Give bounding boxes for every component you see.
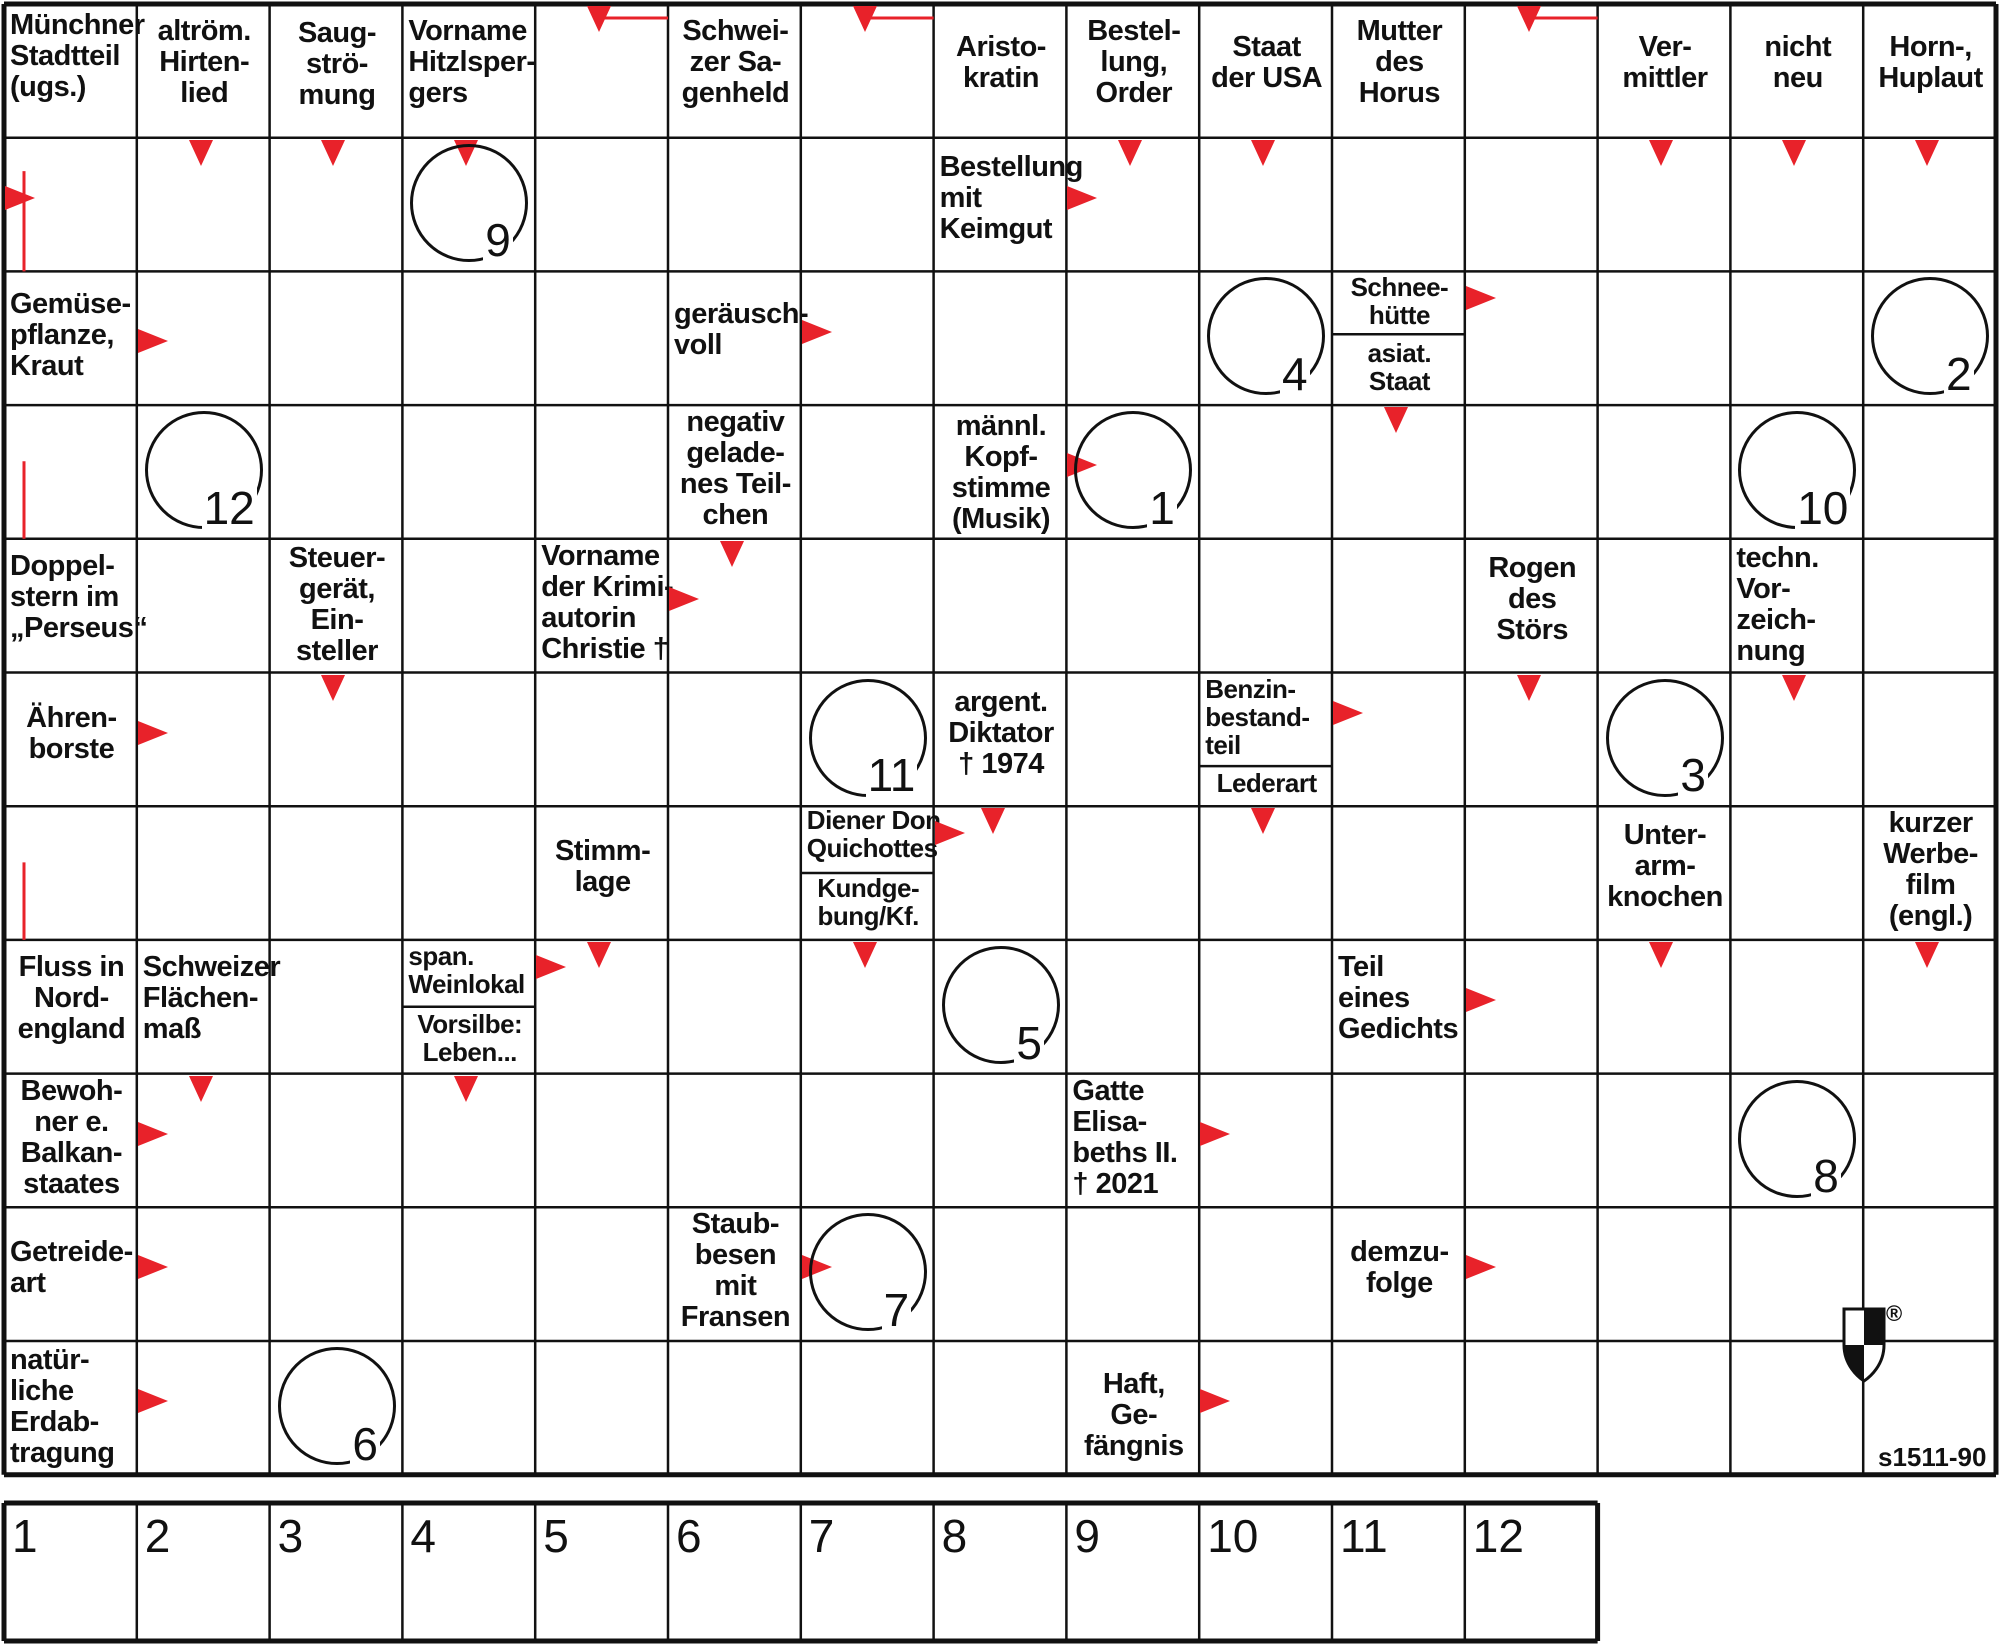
solution-slot-number: 5	[543, 1510, 569, 1562]
answer-cell[interactable]	[934, 1207, 1067, 1341]
clue-text: Stimm- lage	[554, 835, 651, 899]
answer-cell[interactable]	[1066, 940, 1199, 1074]
right-arrow-icon	[5, 186, 35, 210]
clue-text: nicht neu	[1764, 31, 1832, 94]
clue-text: altröm. Hirten- lied	[157, 15, 251, 109]
down-arrow-icon	[853, 942, 877, 968]
answer-cell[interactable]	[1332, 1074, 1465, 1208]
answer-cell[interactable]	[4, 806, 137, 940]
right-arrow-icon	[1200, 1122, 1230, 1146]
down-arrow-icon	[1384, 407, 1408, 433]
answer-cell[interactable]	[1066, 1207, 1199, 1341]
circle-number: 4	[1282, 348, 1308, 401]
answer-cell[interactable]	[934, 1341, 1067, 1475]
right-arrow-icon	[1067, 186, 1097, 210]
solution-slot-number: 8	[941, 1510, 968, 1562]
answer-cell[interactable]	[1066, 673, 1199, 807]
clue-text: argent. Diktator † 1974	[948, 685, 1054, 780]
down-arrow-icon	[321, 140, 345, 166]
circle-number: 7	[883, 1284, 910, 1336]
down-arrow-icon	[1915, 140, 1939, 166]
clue-text: Horn-, Huplaut	[1878, 31, 1983, 94]
circle-number: 1	[1149, 481, 1175, 534]
answer-cell[interactable]	[1598, 271, 1731, 405]
answer-cell[interactable]	[535, 138, 668, 272]
answer-cell[interactable]	[1465, 806, 1598, 940]
answer-cell[interactable]	[1863, 539, 1996, 673]
clue-text: demzu- folge	[1350, 1236, 1449, 1300]
right-arrow-icon	[1466, 988, 1496, 1012]
down-arrow-icon	[981, 808, 1005, 834]
right-arrow-icon	[1333, 701, 1363, 725]
answer-cell[interactable]	[1730, 940, 1863, 1074]
down-arrow-icon	[189, 1076, 213, 1102]
clue-text: Gatte Elisa- beths II. † 2021	[1072, 1074, 1178, 1200]
clue-text: negativ gelade- nes Teil- chen	[679, 406, 791, 532]
answer-cell[interactable]	[1332, 539, 1465, 673]
down-arrow-icon	[1251, 808, 1275, 834]
answer-cell[interactable]	[535, 1074, 668, 1208]
solution-slot-number: 12	[1472, 1510, 1524, 1562]
clue-text: natür- liche Erdab- tragung	[10, 1344, 115, 1469]
answer-cell[interactable]	[402, 539, 535, 673]
clue-text: techn. Vor- zeich- nung	[1736, 541, 1819, 667]
answer-cell[interactable]	[270, 271, 403, 405]
down-arrow-icon	[587, 942, 611, 968]
clue-text: Bestel- lung, Order	[1087, 15, 1181, 109]
circle-number: 8	[1813, 1150, 1839, 1203]
answer-cell[interactable]	[1730, 271, 1863, 405]
clue-text: Ver- mittler	[1622, 31, 1708, 94]
answer-cell[interactable]	[934, 271, 1067, 405]
circle-number: 12	[203, 481, 255, 534]
answer-cell[interactable]	[1066, 539, 1199, 673]
answer-cell[interactable]	[402, 405, 535, 539]
answer-cell[interactable]	[270, 1207, 403, 1341]
clue-text: Gemüse- pflanze, Kraut	[10, 288, 131, 383]
publisher-logo	[1840, 1301, 1910, 1385]
down-arrow-icon	[1251, 140, 1275, 166]
circle-number: 10	[1797, 481, 1849, 534]
answer-cell[interactable]	[402, 1207, 535, 1341]
down-arrow-icon	[1517, 6, 1541, 32]
answer-cell[interactable]	[1465, 405, 1598, 539]
answer-cell[interactable]	[535, 1341, 668, 1475]
answer-cell[interactable]	[535, 405, 668, 539]
answer-cell[interactable]	[402, 806, 535, 940]
answer-cell[interactable]	[668, 138, 801, 272]
clue-text: Münchner Stadtteil (ugs.)	[10, 9, 145, 103]
solution-slot-number: 11	[1340, 1510, 1388, 1562]
right-arrow-icon	[536, 955, 566, 979]
answer-cell[interactable]	[1598, 1341, 1731, 1475]
clue-text: Saug- strö- mung	[297, 17, 377, 111]
answer-cell[interactable]	[270, 940, 403, 1074]
down-arrow-icon	[1649, 140, 1673, 166]
down-arrow-icon	[853, 6, 877, 32]
right-arrow-icon	[1200, 1389, 1230, 1413]
right-arrow-icon	[1466, 1255, 1496, 1279]
right-arrow-icon	[138, 721, 168, 745]
solution-slot-number: 1	[12, 1510, 38, 1562]
right-arrow-icon	[669, 587, 699, 611]
down-arrow-icon	[1782, 675, 1806, 701]
answer-cell[interactable]	[801, 539, 934, 673]
answer-cell[interactable]	[402, 1341, 535, 1475]
down-arrow-icon	[321, 675, 345, 701]
right-arrow-icon	[138, 1255, 168, 1279]
down-arrow-icon	[454, 1076, 478, 1102]
answer-cell[interactable]	[1598, 1074, 1731, 1208]
answer-cell[interactable]	[1465, 138, 1598, 272]
answer-cell[interactable]	[1332, 806, 1465, 940]
answer-cell[interactable]	[1598, 1207, 1731, 1341]
down-arrow-icon	[720, 541, 744, 567]
right-arrow-icon	[138, 329, 168, 353]
clue-text: kurzer Werbe- film (engl.)	[1883, 807, 1978, 933]
down-arrow-icon	[1649, 942, 1673, 968]
clue-text: Lederart	[1216, 767, 1317, 798]
clue-text: Schnee- hütte	[1350, 272, 1449, 331]
answer-cell[interactable]	[668, 806, 801, 940]
answer-cell[interactable]	[1066, 806, 1199, 940]
answer-cell[interactable]	[4, 405, 137, 539]
answer-cell[interactable]	[270, 405, 403, 539]
answer-cell[interactable]	[137, 539, 270, 673]
right-arrow-icon	[935, 821, 965, 845]
solution-slot-number: 2	[144, 1510, 171, 1562]
clue-text: Rogen des Störs	[1488, 551, 1577, 646]
answer-cell[interactable]	[801, 138, 934, 272]
answer-cell[interactable]	[1598, 539, 1731, 673]
clue-text: Getreide- art	[10, 1236, 133, 1300]
solution-slot-number: 3	[277, 1510, 304, 1562]
clue-text: männl. Kopf- stimme (Musik)	[951, 410, 1051, 536]
answer-cell[interactable]	[668, 1074, 801, 1208]
answer-cell[interactable]	[137, 806, 270, 940]
registered-mark: ®	[1886, 1301, 1903, 1326]
circle-number: 3	[1680, 749, 1706, 802]
clue-text: Doppel- stern im „Perseus“	[10, 549, 148, 644]
clue-text: Vorname der Krimi- autorin Christie †	[541, 539, 674, 665]
down-arrow-icon	[587, 6, 611, 32]
right-arrow-icon	[138, 1122, 168, 1146]
clue-text: Mutter des Horus	[1356, 15, 1443, 109]
clue-text: Fluss in Nord- england	[17, 950, 126, 1045]
right-arrow-icon	[802, 320, 832, 344]
answer-cell[interactable]	[1332, 138, 1465, 272]
clue-text: Schweizer Flächen- maß	[142, 950, 281, 1045]
clue-text: Unter- arm- knochen	[1607, 819, 1723, 914]
clue-text: Aristo- kratin	[956, 31, 1046, 94]
right-arrow-icon	[1466, 286, 1496, 310]
clue-text: Kundge- bung/Kf.	[817, 873, 920, 932]
down-arrow-icon	[1517, 675, 1541, 701]
answer-cell[interactable]	[934, 1074, 1067, 1208]
clue-text: Ähren- borste	[26, 701, 117, 765]
solution-slot-number: 9	[1074, 1510, 1100, 1562]
answer-cell[interactable]	[1199, 405, 1332, 539]
clue-text: span. Weinlokal	[408, 940, 525, 999]
clue-text: Schwei- zer Sa- genheld	[681, 15, 790, 109]
answer-cell[interactable]	[402, 271, 535, 405]
answer-cell[interactable]	[1863, 673, 1996, 807]
clue-text: Staat der USA	[1211, 31, 1323, 94]
circle-number: 6	[352, 1417, 378, 1470]
down-arrow-icon	[1118, 140, 1142, 166]
clue-text: Vorname Hitzlsper- gers	[408, 15, 536, 109]
answer-cell[interactable]	[270, 806, 403, 940]
answer-cell[interactable]	[535, 271, 668, 405]
clue-text: Bewoh- ner e. Balkan- staates	[20, 1074, 123, 1200]
answer-cell[interactable]	[668, 940, 801, 1074]
solution-slot-number: 6	[676, 1510, 702, 1562]
clue-text: Vorsilbe: Leben...	[417, 1008, 523, 1067]
answer-cell[interactable]	[801, 1341, 934, 1475]
solution-slot-number: 4	[410, 1510, 436, 1562]
solution-slot-number: 10	[1207, 1510, 1259, 1562]
answer-cell[interactable]	[1199, 1207, 1332, 1341]
circle-number: 9	[485, 214, 511, 267]
answer-cell[interactable]	[270, 1074, 403, 1208]
answer-cell[interactable]	[535, 673, 668, 807]
answer-cell[interactable]	[668, 673, 801, 807]
circle-number: 5	[1016, 1016, 1042, 1069]
puzzle-code: s1511-90	[1878, 1442, 1987, 1472]
answer-cell[interactable]	[1863, 405, 1996, 539]
clue-text: Bestellung mit Keimgut	[939, 150, 1083, 245]
answer-cell[interactable]	[1465, 1341, 1598, 1475]
clue-text: Staub- besen mit Fransen	[680, 1208, 791, 1334]
answer-cell[interactable]	[934, 539, 1067, 673]
answer-cell[interactable]	[1465, 1074, 1598, 1208]
answer-cell[interactable]	[1332, 673, 1465, 807]
clue-text: Benzin- bestand- teil	[1205, 673, 1310, 760]
circle-number: 11	[867, 749, 916, 802]
answer-cell[interactable]	[1598, 405, 1731, 539]
clue-text: geräusch- voll	[674, 298, 809, 362]
answer-cell[interactable]	[801, 1074, 934, 1208]
answer-cell[interactable]	[1199, 940, 1332, 1074]
clue-text: Haft, Ge- fängnis	[1083, 1368, 1184, 1462]
answer-cell[interactable]	[1199, 539, 1332, 673]
answer-cell[interactable]	[1863, 1074, 1996, 1208]
answer-cell[interactable]	[668, 1341, 801, 1475]
answer-cell[interactable]	[402, 673, 535, 807]
clue-text: Teil eines Gedichts	[1338, 950, 1459, 1045]
answer-cell[interactable]	[801, 405, 934, 539]
answer-cell[interactable]	[535, 1207, 668, 1341]
circle-number: 2	[1946, 348, 1972, 401]
answer-cell[interactable]	[1066, 271, 1199, 405]
down-arrow-icon	[1915, 942, 1939, 968]
solution-slot-number: 7	[808, 1510, 835, 1562]
right-arrow-icon	[138, 1389, 168, 1413]
down-arrow-icon	[189, 140, 213, 166]
answer-cell[interactable]	[1332, 1341, 1465, 1475]
down-arrow-icon	[1782, 140, 1806, 166]
clue-text: Diener Don Quichottes	[806, 805, 941, 864]
answer-cell[interactable]	[1730, 806, 1863, 940]
clue-text: Steuer- gerät, Ein- steller	[288, 541, 386, 667]
clue-text: asiat. Staat	[1367, 338, 1432, 397]
